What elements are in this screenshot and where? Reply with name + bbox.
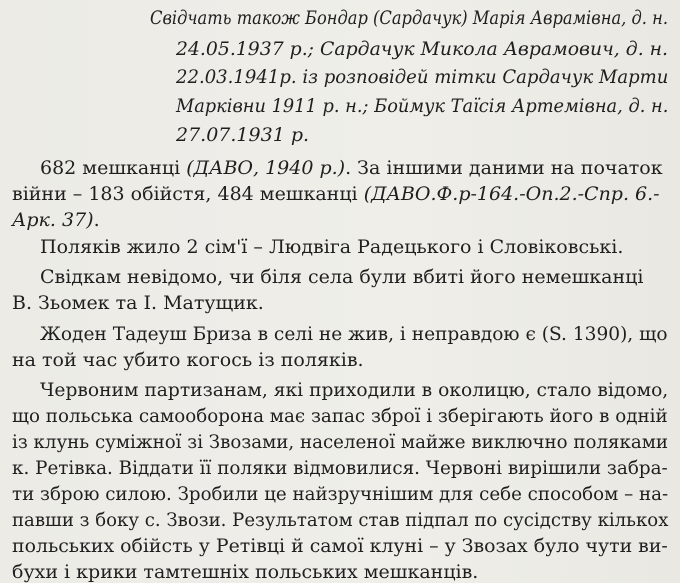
paragraph-line: В. Зьомек та І. Матущик. bbox=[12, 292, 264, 314]
testimony-line: Марківни 1911 р. н.; Боймук Таїсія Артемівна, д. н. bbox=[176, 95, 669, 117]
text-run: . bbox=[93, 209, 100, 231]
paragraph-line: Червоним партизанам, які приходили в околицю, стало відомо, bbox=[40, 379, 669, 401]
paragraph-line: що польська самооборона має запас зброї і зберігають його в одній bbox=[12, 405, 668, 427]
paragraph-line: к. Ретівка. Віддати її поляки відмовилися. Червоні вирішили забра- bbox=[12, 457, 668, 479]
paragraph-line: павши з боку с. Звози. Результатом став підпал по сусідству кількох bbox=[12, 509, 669, 531]
paragraph-line bbox=[12, 183, 660, 205]
testimony-line: 22.03.1941р. із розповідей тітки Сардачук Марти bbox=[176, 66, 669, 88]
archive-citation: (ДАВО.Ф.р-164.-Оп.2.-Спр. 6.- bbox=[363, 183, 660, 205]
paragraph-line bbox=[12, 209, 100, 231]
testimony-line: 27.07.1931 р. bbox=[176, 124, 310, 146]
text-run: війни – 183 обійстя, 484 мешканці bbox=[12, 183, 364, 205]
paragraph-line: бухи і крики тамтешніх польських мешканців. bbox=[12, 561, 479, 583]
paragraph-line: Жоден Тадеуш Бриза в селі не жив, і неправдою є (S. 1390), що bbox=[40, 323, 668, 345]
testimony-line: 24.05.1937 р.; Сардачук Микола Аврамович, д. н. bbox=[176, 38, 669, 60]
paragraph-line: із клунь суміжної зі Звозами, населеної майже виключно поляками bbox=[12, 431, 669, 453]
paragraph-line bbox=[40, 157, 663, 179]
text-run: . За іншими даними на початок bbox=[345, 157, 663, 179]
paragraph-line: польських обійсть у Ретівці й самої клуні – у Звозах було чути ви- bbox=[12, 535, 668, 557]
text-run: 682 мешканці bbox=[40, 157, 187, 179]
paragraph-line: ти зброю силою. Зробили це найзручнішим для себе способом – на- bbox=[12, 483, 669, 505]
testimony-line: Свідчать також Бондар (Сардачук) Марія Аврамівна, д. н. bbox=[150, 7, 669, 29]
archive-citation: Арк. 37) bbox=[12, 209, 94, 231]
paragraph-line: на той час убито когось із поляків. bbox=[12, 349, 364, 371]
archive-citation: (ДАВО, 1940 р.) bbox=[186, 157, 346, 179]
paragraph-line: Свідкам невідомо, чи біля села були вбиті його немешканці bbox=[40, 266, 644, 288]
poles-paragraph: Поляків жило 2 сім'ї – Людвіга Радецького і Словіковські. bbox=[40, 236, 624, 258]
